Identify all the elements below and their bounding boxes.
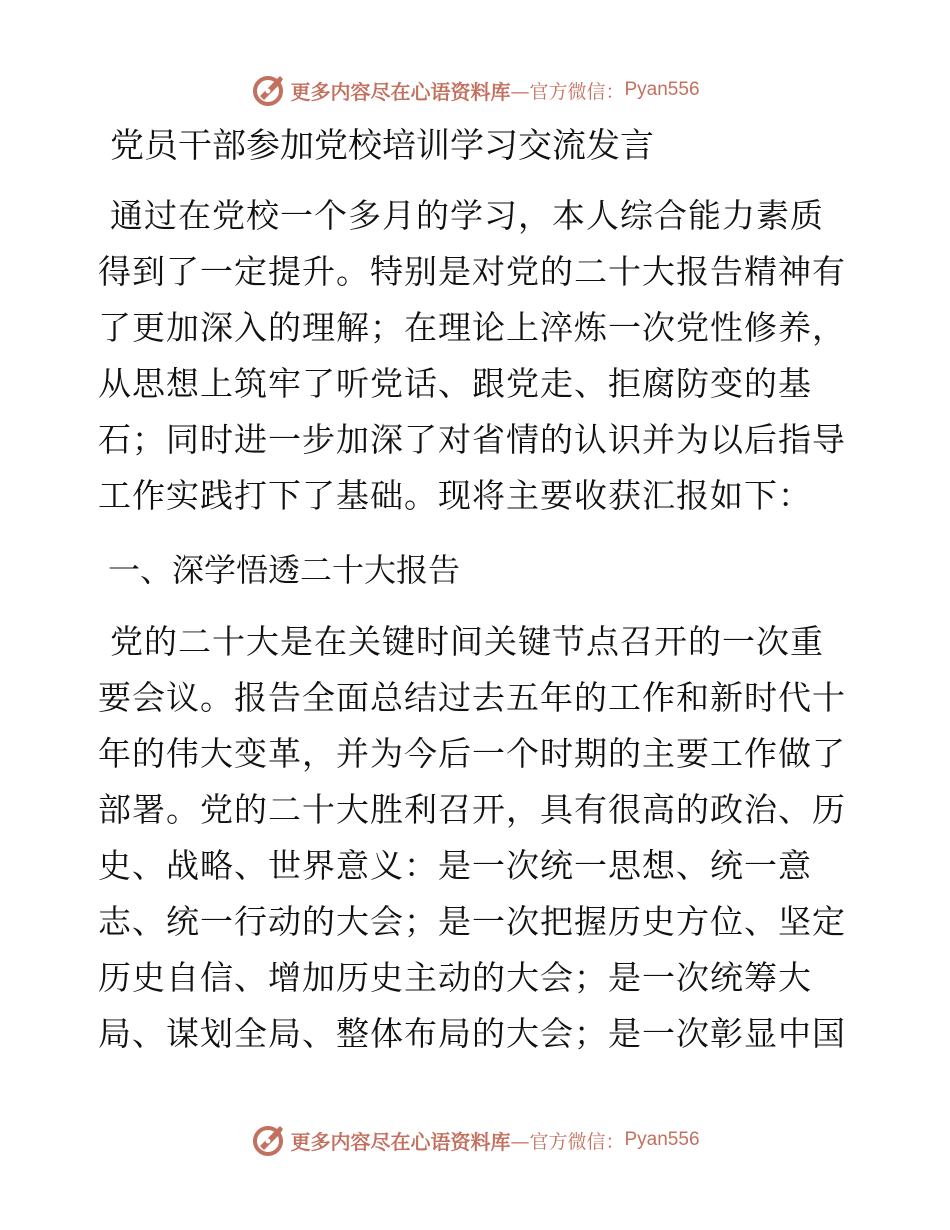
document-title: 党员干部参加党校培训学习交流发言 [110, 126, 654, 166]
text-line: 史、战略、世界意义：是一次统一思想、统一意 [98, 846, 812, 885]
banner-main-text: 更多内容尽在心语资料库 [290, 1129, 511, 1154]
section-heading: 一、深学悟透二十大报告 [108, 551, 461, 589]
text-line: 年的伟大变革，并为今后一个时期的主要工作做了 [98, 734, 846, 773]
banner-dash-text: —官方微信： [510, 1130, 625, 1153]
text-line: 工作实践打下了基础。现将主要收获汇报如下： [98, 476, 812, 515]
text-line: 部署。党的二十大胜利召开，具有很高的政治、历 [98, 790, 846, 829]
header-banner [0, 68, 950, 112]
text-line: 党的二十大是在关键时间关键节点召开的一次重 [110, 622, 824, 661]
banner-main-text: 更多内容尽在心语资料库 [290, 79, 511, 104]
pen-logo-icon [250, 1122, 286, 1158]
text-line: 局、谋划全局、整体布局的大会；是一次彰显中国 [98, 1014, 846, 1053]
text-line: 得到了一定提升。特别是对党的二十大报告精神有 [98, 252, 846, 291]
banner-wechat-id: Pyan556 [624, 79, 700, 100]
paragraph-1 [98, 188, 858, 524]
text-line: 石；同时进一步加深了对省情的认识并为以后指导 [98, 420, 846, 459]
pen-logo-icon [250, 72, 286, 108]
text-line: 从思想上筑牢了听党话、跟党走、拒腐防变的基 [98, 364, 812, 403]
text-line: 了更加深入的理解；在理论上淬炼一次党性修养， [98, 308, 846, 347]
banner-dash-text: —官方微信： [510, 80, 625, 103]
footer-banner [0, 1118, 950, 1162]
text-line: 要会议。报告全面总结过去五年的工作和新时代十 [98, 678, 846, 717]
paragraph-2 [98, 614, 858, 1062]
text-line: 志、统一行动的大会；是一次把握历史方位、坚定 [98, 902, 846, 941]
document-body [98, 120, 858, 1082]
text-line: 历史自信、增加历史主动的大会；是一次统筹大 [98, 958, 812, 997]
banner-wechat-id: Pyan556 [624, 1129, 700, 1150]
text-line: 通过在党校一个多月的学习，本人综合能力素质 [110, 196, 824, 235]
